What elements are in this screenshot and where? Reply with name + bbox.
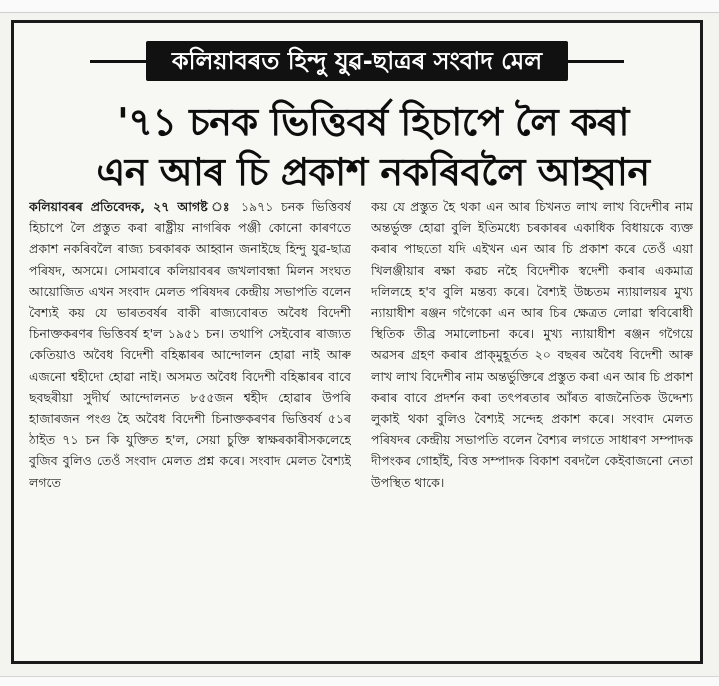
- kicker-label: কলিয়াবৰত হিন্দু যুৱ-ছাত্ৰৰ সংবাদ মেল: [146, 41, 568, 81]
- article-headline: [38, 97, 708, 197]
- column-2-text: কয় যে প্ৰস্তুত হৈ থকা এন আৰ চিখনত লাখ লাখ বিদেশীৰ নাম অন্তৰ্ভুক্ত হোৱা বুলি ইতিমধ্যে চৰকাৰৰ একাধিক বিধায়কে ব্যক্ত কৰাৰ পাছতো যদি এইখন এন আৰ চি প্ৰকাশ কৰে তেওঁ এয়া খিলঞ্জীয়াৰ ৰক্ষা কৱচ নহৈ বিদেশীক স্বদেশী কৰাৰ একমাত্ৰ দলিলহে হ'ব বুলি মন্তব্য কৰে। বৈশ্যই উচ্চতম ন্যায়ালয়ৰ মুখ্য ন্যায়াধীশ ৰঞ্জন গগৈকো এন আৰ চিৰ ক্ষেত্ৰত লোৱা স্ববিৰোধী স্থিতিক তীব্ৰ সমালোচনা কৰে। মুখ্য ন্যায়াধীশ ৰঞ্জন গগৈয়ে অৱসৰ গ্ৰহণ কৰাৰ প্ৰাক্‌মুহূৰ্তত ২০ বছৰৰ অবৈধ বিদেশী আৰু লাখ লাখ বিদেশীৰ নাম অন্তৰ্ভুক্তিৰে প্ৰস্তুত কৰা এন আৰ চি প্ৰকাশ কৰাৰ বাবে প্ৰদৰ্শন কৰা তৎপৰতাৰ আঁৰত ৰাজনৈতিক উদ্দেশ্য লুকাই থকা বুলিও বৈশ্যই সন্দেহ প্ৰকাশ কৰে। সংবাদ মেলত পৰিষদৰ কেন্দ্ৰীয় সভাপতি বলেন বৈশ্যৰ লগতে সাধাৰণ সম্পাদক দীপংকৰ গোহাঁই, বিত্ত সম্পাদক বিকাশ বৰদলৈ কেইবাজনো নেতা উপস্থিত থাকে।: [371, 199, 693, 490]
- kicker-banner: [14, 41, 700, 91]
- column-1-text: ১৯৭১ চনক ভিত্তিবৰ্ষ হিচাপে লৈ প্ৰস্তুত কৰা ৰাষ্ট্ৰীয় নাগৰিক পঞ্জী কোনো কাৰণতে প্ৰকাশ নকৰিবলৈ ৰাজ্য চৰকাৰক আহ্বান জনাইছে হিন্দু যুৱ-ছাত্ৰ পৰিষদ, অসমে। সোমবাৰে কলিয়াবৰৰ জখলাবন্ধা মিলন সংঘত আয়োজিত এখন সংবাদ মেলত পৰিষদৰ কেন্দ্ৰীয় সভাপতি বলেন বৈশ্যই কয় যে ভাৰতবৰ্ষৰ বাকী ৰাজ্যবোৰত অবৈধ বিদেশী চিনাক্তকৰণৰ ভিত্তিবৰ্ষ হ'ল ১৯৫১ চন। তথাপি সেইবোৰ ৰাজ্যত কেতিয়াও অবৈধ বিদেশী বহিষ্কাৰৰ আন্দোলন হোৱা নাই আৰু এজনো শ্বহীদো হোৱা নাই। অসমত অবৈধ বিদেশী বহিষ্কাৰৰ বাবে ছবছৰীয়া সুদীৰ্ঘ আন্দোলনত ৮৫৫জন শ্বহীদ হোৱাৰ উপৰি হাজাৰজন পংগু হৈ অবৈধ বিদেশী চিনাক্তকৰণৰ ভিত্তিবৰ্ষ ৫১ৰ ঠাইত ৭১ চন কি যুক্তিত হ'ল, সেয়া চুক্তি স্বাক্ষৰকাৰীসকলেহে বুজিব বুলিও তেওঁ সংবাদ মেলত প্ৰশ্ন কৰে। সংবাদ মেলত বৈশ্যই লগতে: [29, 199, 351, 490]
- headline-line-1: '৭১ চনক ভিত্তিবৰ্ষ হিচাপে লৈ কৰা: [117, 100, 629, 144]
- article-column-2: [371, 196, 693, 656]
- column-1-paragraph: [29, 196, 351, 493]
- page-top-strip: [0, 0, 719, 13]
- article-body: [29, 196, 693, 656]
- headline-line-2: এন আৰ চি প্ৰকাশ নকৰিবলৈ আহ্বান: [96, 150, 650, 194]
- article-column-1: [29, 196, 351, 656]
- article-dateline: কলিয়াবৰৰ প্ৰতিবেদক, ২৭ আগষ্ট ঃ: [29, 199, 234, 214]
